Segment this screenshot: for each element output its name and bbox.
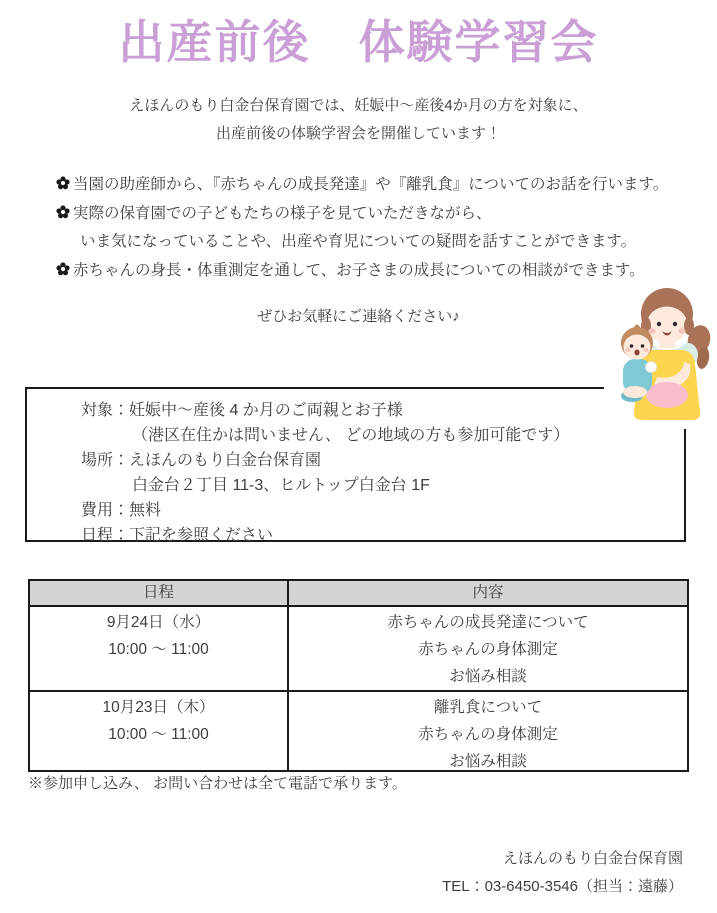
content-item: 赤ちゃんの身体測定 bbox=[418, 641, 558, 658]
detail-schedule-ref: 日程：下記を参照ください bbox=[81, 527, 274, 544]
mother-holding-baby-illustration bbox=[604, 280, 714, 429]
intro-line-2: 出産前後の体験学習会を開催しています！ bbox=[215, 125, 501, 142]
intro-paragraph bbox=[0, 92, 717, 148]
florette-icon bbox=[56, 176, 70, 190]
bullet-list bbox=[56, 169, 668, 283]
session-time: 10:00 ～ 11:00 bbox=[108, 641, 209, 658]
schedule-table bbox=[28, 579, 689, 772]
session-time: 10:00 ～ 11:00 bbox=[108, 726, 209, 743]
header-content: 内容 bbox=[472, 584, 504, 601]
content-item: お悩み相談 bbox=[449, 753, 527, 770]
content-cell bbox=[289, 692, 687, 770]
application-note: ※参加申し込み、 お問い合わせは全て電話で承ります。 bbox=[28, 775, 407, 792]
list-item-continuation bbox=[56, 226, 668, 255]
content-item: 赤ちゃんの成長発達について bbox=[387, 614, 589, 631]
mother-baby-clipart-image bbox=[604, 280, 714, 429]
content-item: 離乳食について bbox=[433, 699, 543, 716]
organization-name: えほんのもり白金台保育園 bbox=[502, 850, 683, 867]
content-cell bbox=[289, 607, 687, 690]
detail-target: 対象：妊娠中～産後 4 か月のご両親とお子様 bbox=[81, 402, 403, 419]
bullet-text: 当園の助産師から、『赤ちゃんの成長発達』や『離乳食』についてのお話を行います。 bbox=[73, 176, 669, 194]
date-cell bbox=[30, 692, 289, 770]
list-item bbox=[56, 169, 668, 198]
bullet-text: 赤ちゃんの身長・体重測定を通して、お子さまの成長についての相談ができます。 bbox=[73, 261, 645, 279]
table-header-row bbox=[30, 581, 687, 607]
page-title: 出産前後 体験学習会 bbox=[118, 16, 599, 68]
session-date: 10月23日（木） bbox=[102, 699, 215, 716]
header-date: 日程 bbox=[30, 581, 289, 605]
event-details-content bbox=[27, 389, 684, 548]
intro-line-1: えほんのもり白金台保育園では、妊娠中～産後4か月の方を対象に、 bbox=[129, 97, 588, 114]
detail-target-note: （港区在住かは問いません、 どの地域の方も参加可能です） bbox=[132, 427, 570, 444]
contact-invitation-line: ぜひお気軽にご連絡ください♪ bbox=[257, 308, 460, 325]
event-details-box bbox=[25, 387, 686, 542]
content-item: 赤ちゃんの身体測定 bbox=[418, 726, 558, 743]
date-cell bbox=[30, 607, 289, 690]
detail-fee: 費用：無料 bbox=[81, 502, 162, 519]
florette-icon bbox=[56, 262, 70, 276]
bullet-text: いま気になっていることや、出産や育児についての疑問を話すことができます。 bbox=[80, 233, 637, 251]
detail-address: 白金台２丁目 11-3、ヒルトップ白金台 1F bbox=[132, 477, 430, 494]
table-row bbox=[30, 607, 687, 692]
detail-place: 場所：えほんのもり白金台保育園 bbox=[81, 452, 322, 469]
table-row bbox=[30, 692, 687, 770]
list-item bbox=[56, 198, 668, 227]
content-item: お悩み相談 bbox=[449, 668, 527, 685]
list-item bbox=[56, 255, 668, 284]
bullet-text: 実際の保育園での子どもたちの様子を見ていただきながら、 bbox=[73, 204, 492, 222]
phone-line: TEL：03-6450-3546（担当：遠藤） bbox=[442, 878, 683, 895]
footer-contact bbox=[442, 845, 683, 901]
florette-icon bbox=[56, 205, 70, 219]
session-date: 9月24日（水） bbox=[106, 614, 211, 631]
